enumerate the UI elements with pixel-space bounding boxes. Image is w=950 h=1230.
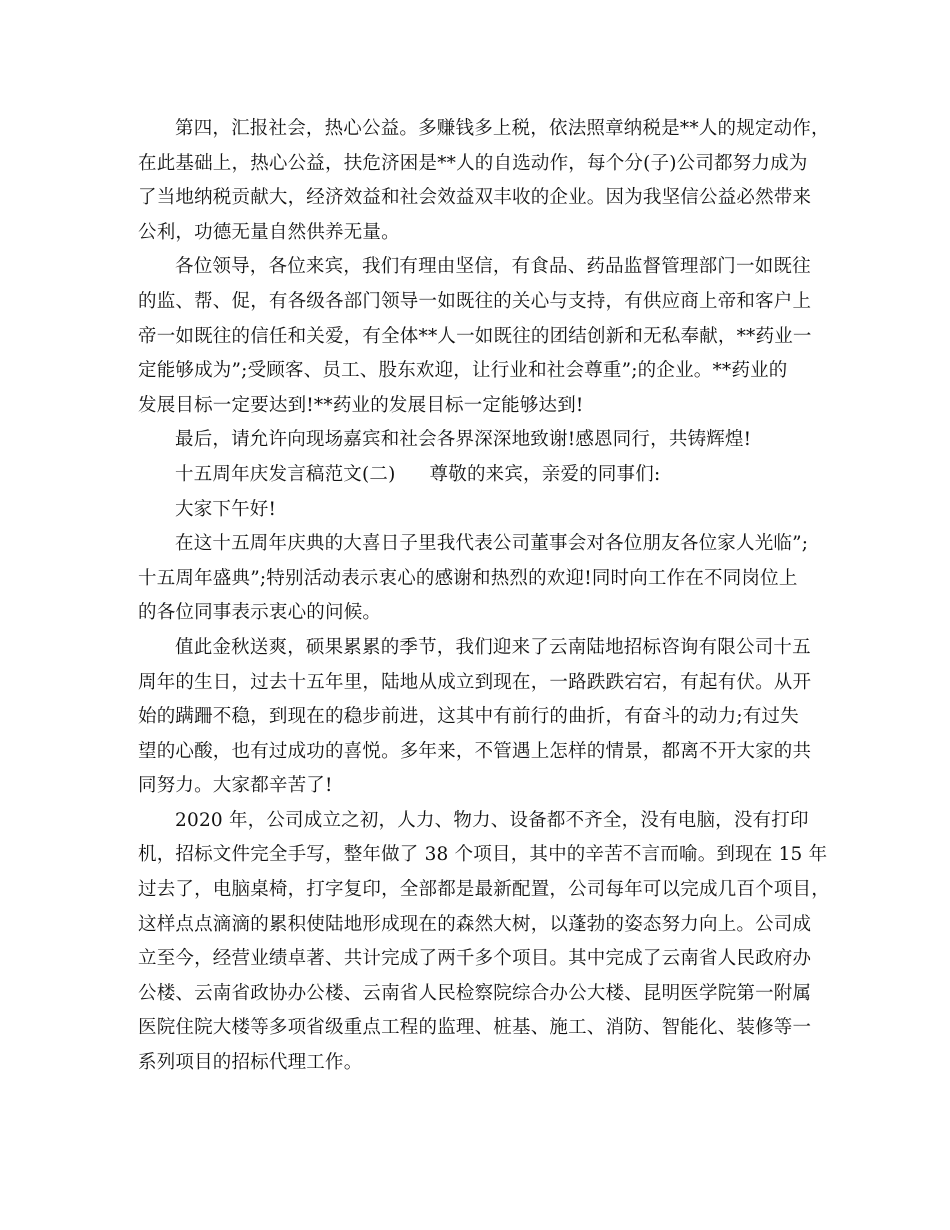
section-title: 十五周年庆发言稿范文(二) [175, 463, 396, 485]
text-line: 这样点点滴滴的累积使陆地形成现在的森然大树，以蓬勃的姿态努力向上。公司成 [138, 913, 812, 935]
paragraph-thanks [138, 423, 818, 458]
text-line: 了当地纳税贡献大，经济效益和社会效益双丰收的企业。因为我坚信公益必然带来 [138, 187, 812, 209]
text-line: 机，招标文件完全手写，整年做了 38 个项目，其中的辛苦不言而喻。到现在 15 年 [138, 844, 828, 866]
paragraph-history [138, 804, 830, 1081]
text-line: 同努力。大家都辛苦了! [138, 775, 333, 797]
text-line: 过去了，电脑桌椅，打字复印，全部都是最新配置，公司每年可以完成几百个项目， [138, 879, 830, 901]
text-line: 值此金秋送爽，硕果累累的季节，我们迎来了云南陆地招标咨询有限公司十五 [175, 636, 811, 658]
text-line: 在这十五周年庆典的大喜日子里我代表公司董事会对各位朋友各位家人光临”; [175, 533, 809, 555]
text-line: 望的心酸，也有过成功的喜悦。多年来，不管遇上怎样的情景，都离不开大家的共 [138, 740, 812, 762]
text-line: 始的蹒跚不稳，到现在的稳步前进，这其中有前行的曲折，有奋斗的动力;有过失 [138, 706, 799, 728]
text-line: 系列项目的招标代理工作。 [138, 1052, 363, 1074]
text-line: 在此基础上，热心公益，扶危济困是**人的自选动作，每个分(子)公司都努力成为 [138, 152, 808, 174]
paragraph-public-welfare [138, 112, 830, 250]
paragraph-celebration [138, 527, 818, 631]
paragraph-good-afternoon [138, 493, 818, 528]
text-line: 的各位同事表示衷心的问候。 [138, 602, 382, 624]
text-line: 2020 年，公司成立之初，人力、物力、设备都不齐全，没有电脑，没有打印 [175, 809, 809, 831]
text-line: 帝一如既往的信任和关爱，有全体**人一如既往的团结创新和无私奉献，**药业一 [138, 325, 812, 347]
section-heading-line [138, 458, 818, 493]
text-line: 公楼、云南省政协办公楼、云南省人民检察院综合办公大楼、昆明医学院第一附属 [138, 982, 812, 1004]
greeting: 尊敬的来宾，亲爱的同事们: [429, 463, 661, 485]
text-line: 的监、帮、促，有各级各部门领导一如既往的关心与支持，有供应商上帝和客户上 [138, 290, 812, 312]
text-line: 发展目标一定要达到!**药业的发展目标一定能够达到! [138, 394, 584, 416]
text-line: 第四，汇报社会，热心公益。多赚钱多上税，依法照章纳税是**人的规定动作， [175, 118, 830, 139]
text-line: 定能够成为”;受顾客、员工、股东欢迎，让行业和社会尊重”;的企业。**药业的 [138, 360, 788, 382]
text-line: 大家下午好! [175, 498, 277, 520]
text-line: 十五周年盛典”;特别活动表示衷心的感谢和热烈的欢迎!同时向工作在不同岗位上 [138, 567, 798, 589]
paragraph-leaders [138, 250, 818, 423]
heading-row [138, 458, 818, 493]
text-line: 立至今，经营业绩卓著、共计完成了两千多个项目。其中完成了云南省人民政府办 [138, 948, 812, 970]
text-line: 各位领导，各位来宾，我们有理由坚信，有食品、药品监督管理部门一如既往 [175, 256, 811, 278]
paragraph-anniversary [138, 631, 818, 804]
document-body [138, 112, 830, 1081]
text-line: 最后，请允许向现场嘉宾和社会各界深深地致谢!感恩同行，共铸辉煌! [175, 429, 752, 451]
text-line: 公利，功德无量自然供养无量。 [138, 221, 400, 243]
text-line: 医院住院大楼等多项省级重点工程的监理、桩基、施工、消防、智能化、装修等一 [138, 1017, 812, 1039]
text-line: 周年的生日，过去十五年里，陆地从成立到现在，一路跌跌宕宕，有起有伏。从开 [138, 671, 812, 693]
